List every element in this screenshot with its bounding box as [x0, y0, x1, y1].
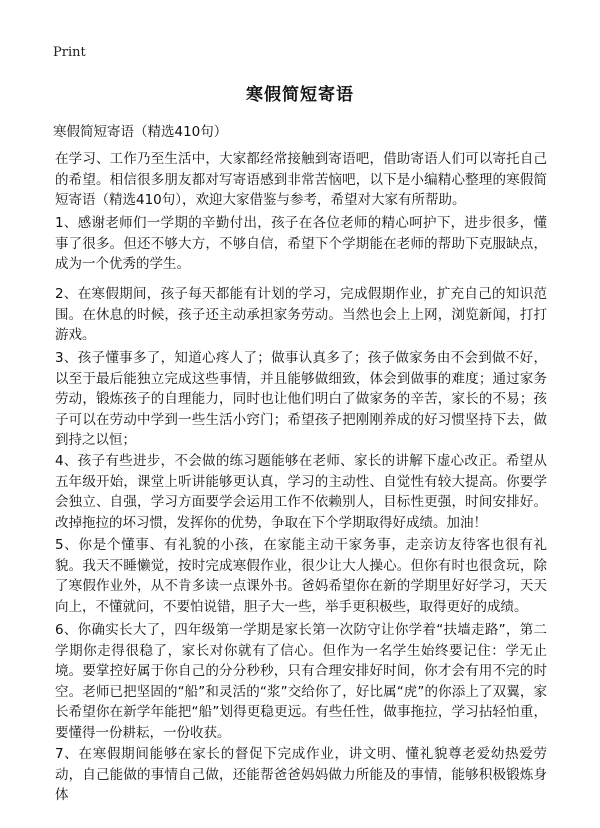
print-label[interactable]: Print [53, 45, 86, 60]
paragraph-3: 3、孩子懂事多了，知道心疼人了；做事认真多了；孩子做家务由不会到做不好，以至于最后能独立完成这些事情，并且能够做细致，体会到做事的难度；通过家务劳动，锻炼孩子的自理能力，同时也让他们明白了做家务的辛苦，家长的不易；孩子可以在劳动中学到一些生活小窍门；希望孩子把刚刚养成的好习惯坚持下去，做到持之以恒； [55, 350, 547, 448]
paragraph-2: 2、在寒假期间，孩子每天都能有计划的学习，完成假期作业，扩充自己的知识范围。在休息的时候，孩子还主动承担家务劳动。当然也会上上网，浏览新闻，打打游戏。 [55, 286, 547, 343]
paragraph-7: 7、在寒假期间能够在家长的督促下完成作业，讲文明、懂礼貌尊老爱幼热爱劳动，自己能做的事情自己做，还能帮爸爸妈妈做力所能及的事情，能够积极锻炼身体 [55, 746, 547, 803]
page-title: 寒假简短寄语 [246, 85, 354, 105]
paragraph-5: 5、你是个懂事、有礼貌的小孩，在家能主动干家务事，走亲访友待客也很有礼貌。我天不睡懒觉，按时完成寒假作业，很少让大人操心。但你有时也很贪玩，除了寒假作业外，从不肯多读一点课外书。爸妈希望你在新的学期里好好学习，天天向上，不懂就问，不要怕说错，胆子大一些，举手更积极些，取得更好的成绩。 [55, 537, 547, 615]
paragraph-6: 6、你确实长大了，四年级第一学期是家长第一次防守让你学着“扶墙走路”，第二学期你走得很稳了，家长对你就有了信心。但作为一名学生始终要记住：学无止境。要掌控好属于你自己的分分秒秒，只有合理安排好时间，你才会有用不完的时空。老师已把坚固的“船”和灵活的“浆”交给你了，好比属“虎”的你添上了双翼，家长希望你在新学年能把“船”划得更稳更远。有些任性，做事拖拉，学习拈轻怕重，要懂得一份耕耘，一份收获。 [55, 622, 547, 741]
paragraph-1: 1、感谢老师们一学期的辛勤付出，孩子在各位老师的精心呵护下，进步很多，懂事了很多。但还不够大方，不够自信，希望下个学期能在老师的帮助下克服缺点，成为一个优秀的学生。 [55, 215, 547, 272]
paragraph-4: 4、孩子有些进步，不会做的练习题能够在老师、家长的讲解下虚心改正。希望从五年级开始，课堂上听讲能够更认真，学习的主动性、自觉性有较大提高。你要学会独立、自强，学习方面要学会运用工作不依赖别人，目标性更强，时间安排好。改掉拖拉的坏习惯，发挥你的优势，争取在下个学期取得好成绩。加油！ [55, 453, 547, 531]
intro-paragraph: 在学习、工作乃至生活中，大家都经常接触到寄语吧，借助寄语人们可以寄托自己的希望。相信很多朋友都对写寄语感到非常苦恼吧，以下是小编精心整理的寒假简短寄语（精选410句），欢迎大家借鉴与参考，希望对大家有所帮助。 [55, 151, 547, 208]
page-subtitle: 寒假简短寄语（精选410句） [53, 124, 228, 140]
